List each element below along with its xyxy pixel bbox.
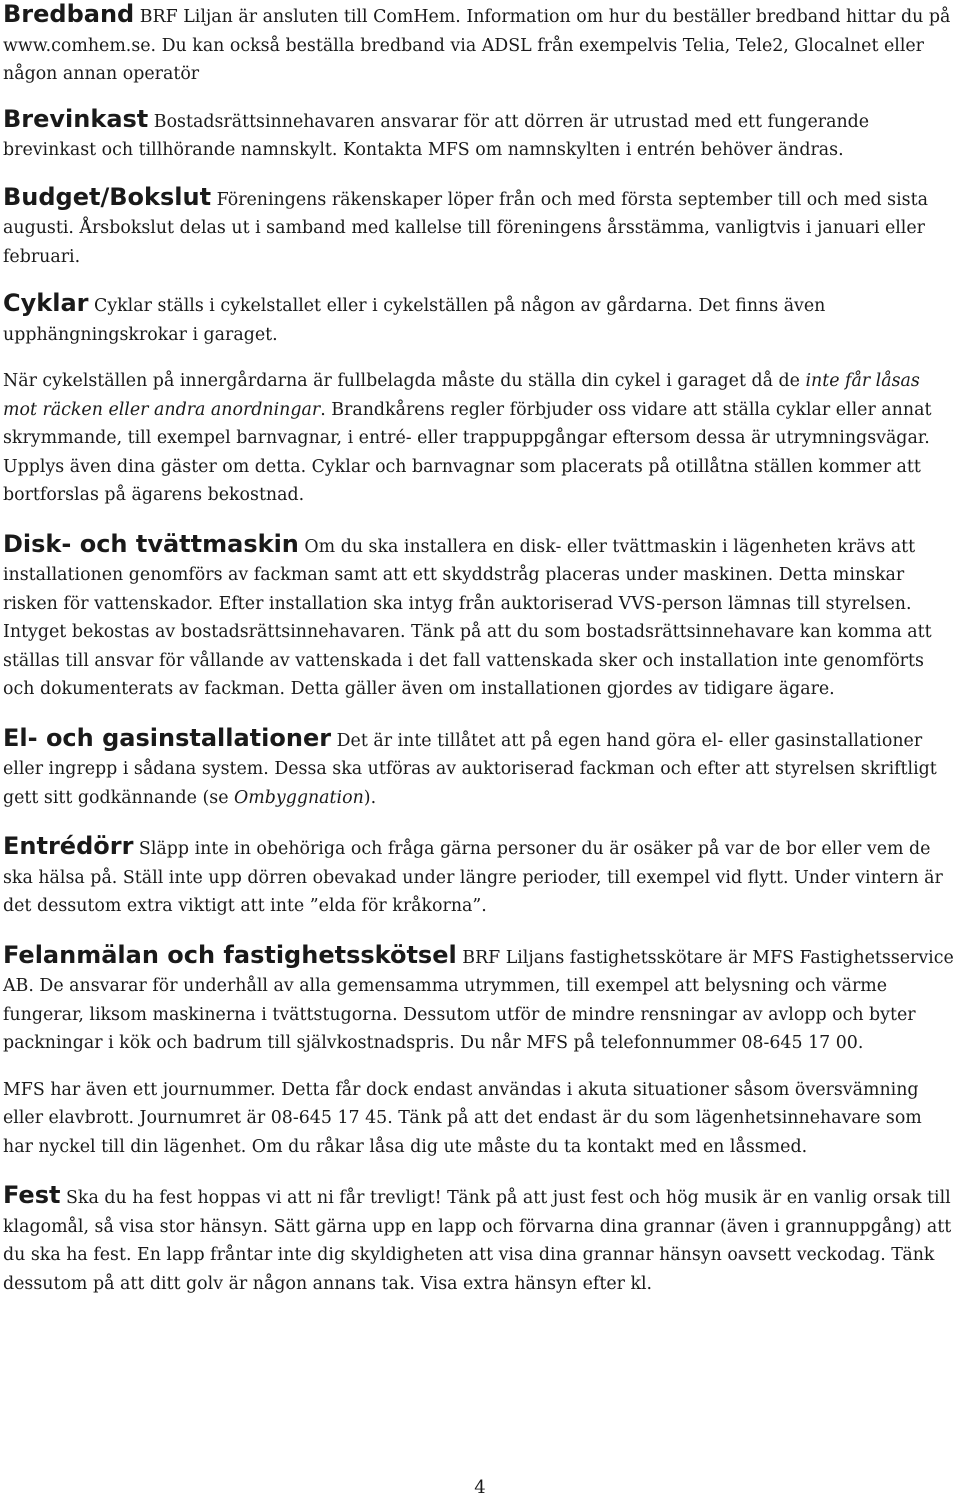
entry-text: BRF Liljans fastighetsskötare är MFS Fastighetsservice AB. De ansvarar för underhåll av alla gemensamma utrymmen, till exempel att belysning och värme fungerar, liksom maskinerna i tvättstugorna. Dessutom utför de mindre rensningar av avlopp och byter packningar i kök och badrum till självkostnadspris. Du når MFS på telefonnummer 08-645 17 00. (3, 947, 954, 1053)
document-page (3, 0, 955, 1298)
term-heading: Budget/Bokslut (3, 182, 212, 211)
page-number: 4 (474, 1477, 486, 1498)
entry-text: Cyklar ställs i cykelstallet eller i cykelställen på någon av gårdarna. Det finns även upphängningskrokar i garaget. (3, 296, 826, 345)
term-heading: Entrédörr (3, 832, 134, 860)
entry-brevinkast (3, 105, 955, 165)
entry-fest (3, 1181, 955, 1298)
entry-text: Släpp inte in obehöriga och fråga gärna personer du är osäker på var de bor eller vem de ska hälsa på. Ställ inte upp dörren obevakad under längre perioder, till exempel vid flytt. Under vintern är det dessutom extra viktigt att inte ”elda för kråkorna”. (3, 839, 943, 916)
entry-emphasis: inte får låsas mot räcken eller andra anordningar (3, 371, 920, 420)
entry-bredband (3, 0, 955, 89)
entry-text: Det är inte tillåtet att på egen hand göra el- eller gasinstallationer eller ingrepp i sådana system. Dessa ska utföras av auktoriserad fackman och efter att styrelsen skriftligt gett sitt godkännande (se (3, 730, 937, 808)
entry-emphasis: Ombyggnation (234, 787, 364, 808)
term-heading: Brevinkast (3, 104, 149, 133)
term-heading: Disk- och tvättmaskin (3, 529, 299, 558)
entry-text: Ska du ha fest hoppas vi att ni får trevligt! Tänk på att just fest och hög musik är en vanlig orsak till klagomål, så visa stor hänsyn. Sätt gärna upp en lapp och förvarna dina grannar (även i grannuppgång) att du ska ha fest. En lapp fråntar inte dig skyldigheten att visa dina grannar hänsyn oavsett veckodag. Tänk dessutom på att ditt golv är någon annans tak. Visa extra hänsyn efter kl. (3, 1188, 952, 1294)
term-heading: Cyklar (3, 289, 89, 317)
entry-journummer (3, 1076, 955, 1162)
term-heading: Felanmälan och fastighetsskötsel (3, 940, 457, 969)
entry-text: Föreningens räkenskaper löper från och med första september till och med sista augusti. Årsbokslut delas ut i samband med kallelse till föreningens årsstämma, vanligtvis i januari eller februari. (3, 189, 928, 267)
entry-el-gasinstallationer (3, 724, 955, 813)
entry-text: . Brandkårens regler förbjuder oss vidare att ställa cyklar eller annat skrymmande, till exempel barnvagnar, i entré- eller trappuppgångar eftersom dessa är utrymningsvägar. Upplys även dina gäster om detta. Cyklar och barnvagnar som placerats på otillåtna ställen kommer att bortforslas på ägarens bekostnad. (3, 399, 932, 505)
entry-text: När cykelställen på innergårdarna är fullbelagda måste du ställa din cykel i garaget då de (3, 371, 806, 391)
term-heading: El- och gasinstallationer (3, 723, 332, 752)
entry-budget-bokslut (3, 183, 955, 272)
entry-text: Om du ska installera en disk- eller tvättmaskin i lägenheten krävs att installationen genomförs av fackman samt att ett skyddstråg placeras under maskinen. Detta minskar risken för vattenskador. Efter installation ska intyg från auktoriserad VVS-person lämnas till styrelsen. Intyget bekostas av bostadsrättsinnehavaren. Tänk på att du som bostadsrättsinnehavare kan komma att ställas till ansvar för vållande av vattenskada i det fall vattenskada sker och installation inte genomförts och dokumenterats av fackman. Detta gäller även om installationen gjordes av tidigare ägare. (3, 536, 932, 699)
entry-felanmalan (3, 941, 955, 1058)
entry-text: Bostadsrättsinnehavaren ansvarar för att dörren är utrustad med ett fungerande brevinkast och tillhörande namnskylt. Kontakta MFS om namnskylten i entrén behöver ändras. (3, 111, 870, 160)
entry-entredorr (3, 832, 955, 921)
entry-disk-tvattmaskin (3, 530, 955, 704)
entry-cyklar-continued (3, 367, 955, 510)
term-heading: Fest (3, 1181, 61, 1209)
entry-text: ). (363, 787, 377, 808)
term-heading: Bredband (3, 0, 135, 28)
entry-text: MFS har även ett journummer. Detta får dock endast användas i akuta situationer såsom översvämning eller elavbrott. Journumret är 08-645 17 45. Tänk på att det endast är du som lägenhetsinnehavare som har nyckel till din lägenhet. Om du råkar låsa dig ute måste du ta kontakt med en låssmed. (3, 1079, 922, 1157)
entry-text: BRF Liljan är ansluten till ComHem. Information om hur du beställer bredband hittar du på www.comhem.se. Du kan också beställa bredband via ADSL från exempelvis Telia, Tele2, Glocalnet eller någon annan operatör (3, 7, 951, 84)
entry-cyklar (3, 289, 955, 349)
